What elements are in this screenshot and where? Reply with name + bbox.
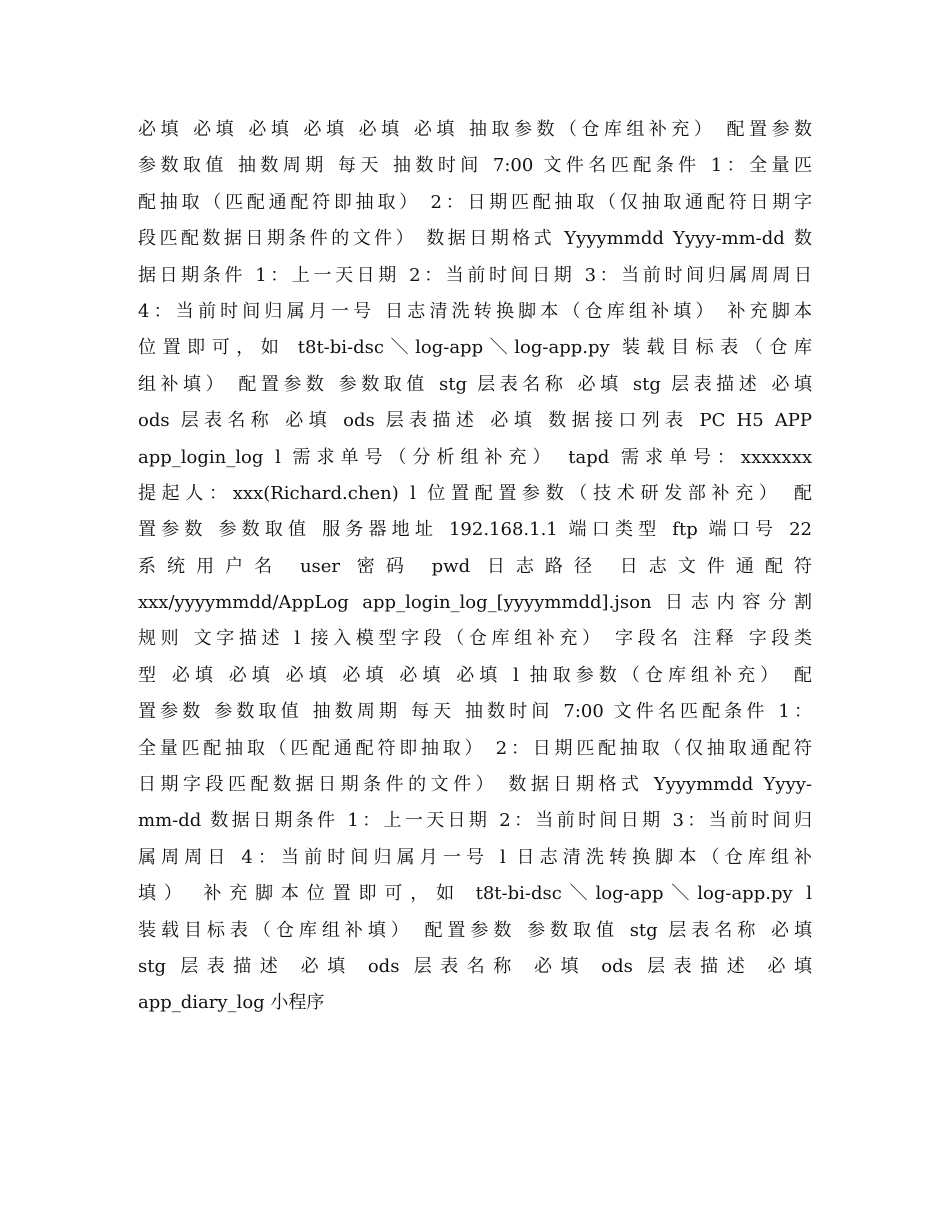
text-line: 必填 必填 必填 必填 必填 必填 抽取参数（仓库组补充） 配置参数 xyxy=(138,119,812,140)
text-line: 组补填） 配置参数 参数取值 stg 层表名称 必填 stg 层表描述 必填 xyxy=(138,373,812,395)
text-line: 属周周日 4：当前时间归属月一号 l 日志清洗转换脚本（仓库组补 xyxy=(138,846,812,868)
document-body xyxy=(138,112,812,1022)
text-line: 全量匹配抽取（匹配通配符即抽取） 2：日期匹配抽取（仅抽取通配符 xyxy=(138,737,812,759)
text-line: 日期字段匹配数据日期条件的文件） 数据日期格式 Yyyymmdd Yyyy- xyxy=(138,774,812,796)
text-line: 位置即可，如 t8t-bi-dsc＼log-app＼log-app.py 装载目标表（仓库 xyxy=(138,337,812,359)
text-line: 系统用户名 user 密码 pwd 日志路径 日志文件通配符 xyxy=(138,555,812,577)
text-line: 型 必填 必填 必填 必填 必填 必填 l 抽取参数（仓库组补充） 配 xyxy=(138,664,812,686)
text-line: 置参数 参数取值 抽数周期 每天 抽数时间 7:00 文件名匹配条件 1： xyxy=(138,701,812,723)
text-line: stg 层表描述 必填 ods 层表名称 必填 ods 层表描述 必填 xyxy=(138,955,812,977)
text-line: 填） 补充脚本位置即可，如 t8t-bi-dsc＼log-app＼log-app.py l xyxy=(138,883,812,905)
text-line: 提起人：xxx(Richard.chen) l 位置配置参数（技术研发部补充） 配 xyxy=(138,482,812,504)
text-line: 规则 文字描述 l 接入模型字段（仓库组补充） 字段名 注释 字段类 xyxy=(138,628,812,650)
text-line: 装载目标表（仓库组补填） 配置参数 参数取值 stg 层表名称 必填 xyxy=(138,919,812,941)
text-line: 段匹配数据日期条件的文件） 数据日期格式 Yyyymmdd Yyyy-mm-dd 数 xyxy=(138,228,812,250)
text-line: mm-dd 数据日期条件 1：上一天日期 2：当前时间日期 3：当前时间归 xyxy=(138,810,812,832)
text-line: ods 层表名称 必填 ods 层表描述 必填 数据接口列表 PC H5 APP xyxy=(138,410,812,432)
text-line: xxx/yyyymmdd/AppLog app_login_log_[yyyymmdd].json 日志内容分割 xyxy=(138,592,812,614)
text-line: 置参数 参数取值 服务器地址 192.168.1.1 端口类型 ftp 端口号 22 xyxy=(138,519,812,541)
text-line: app_diary_log 小程序 xyxy=(138,992,325,1014)
text-line: app_login_log l 需求单号（分析组补充） tapd 需求单号：xxxxxxx xyxy=(138,446,812,468)
text-line: 据日期条件 1：上一天日期 2：当前时间日期 3：当前时间归属周周日 xyxy=(138,264,812,286)
text-line: 4：当前时间归属月一号 日志清洗转换脚本（仓库组补填） 补充脚本 xyxy=(138,300,812,322)
text-line: 参数取值 抽数周期 每天 抽数时间 7:00 文件名匹配条件 1：全量匹 xyxy=(138,155,812,177)
text-line: 配抽取（匹配通配符即抽取） 2：日期匹配抽取（仅抽取通配符日期字 xyxy=(138,191,812,213)
